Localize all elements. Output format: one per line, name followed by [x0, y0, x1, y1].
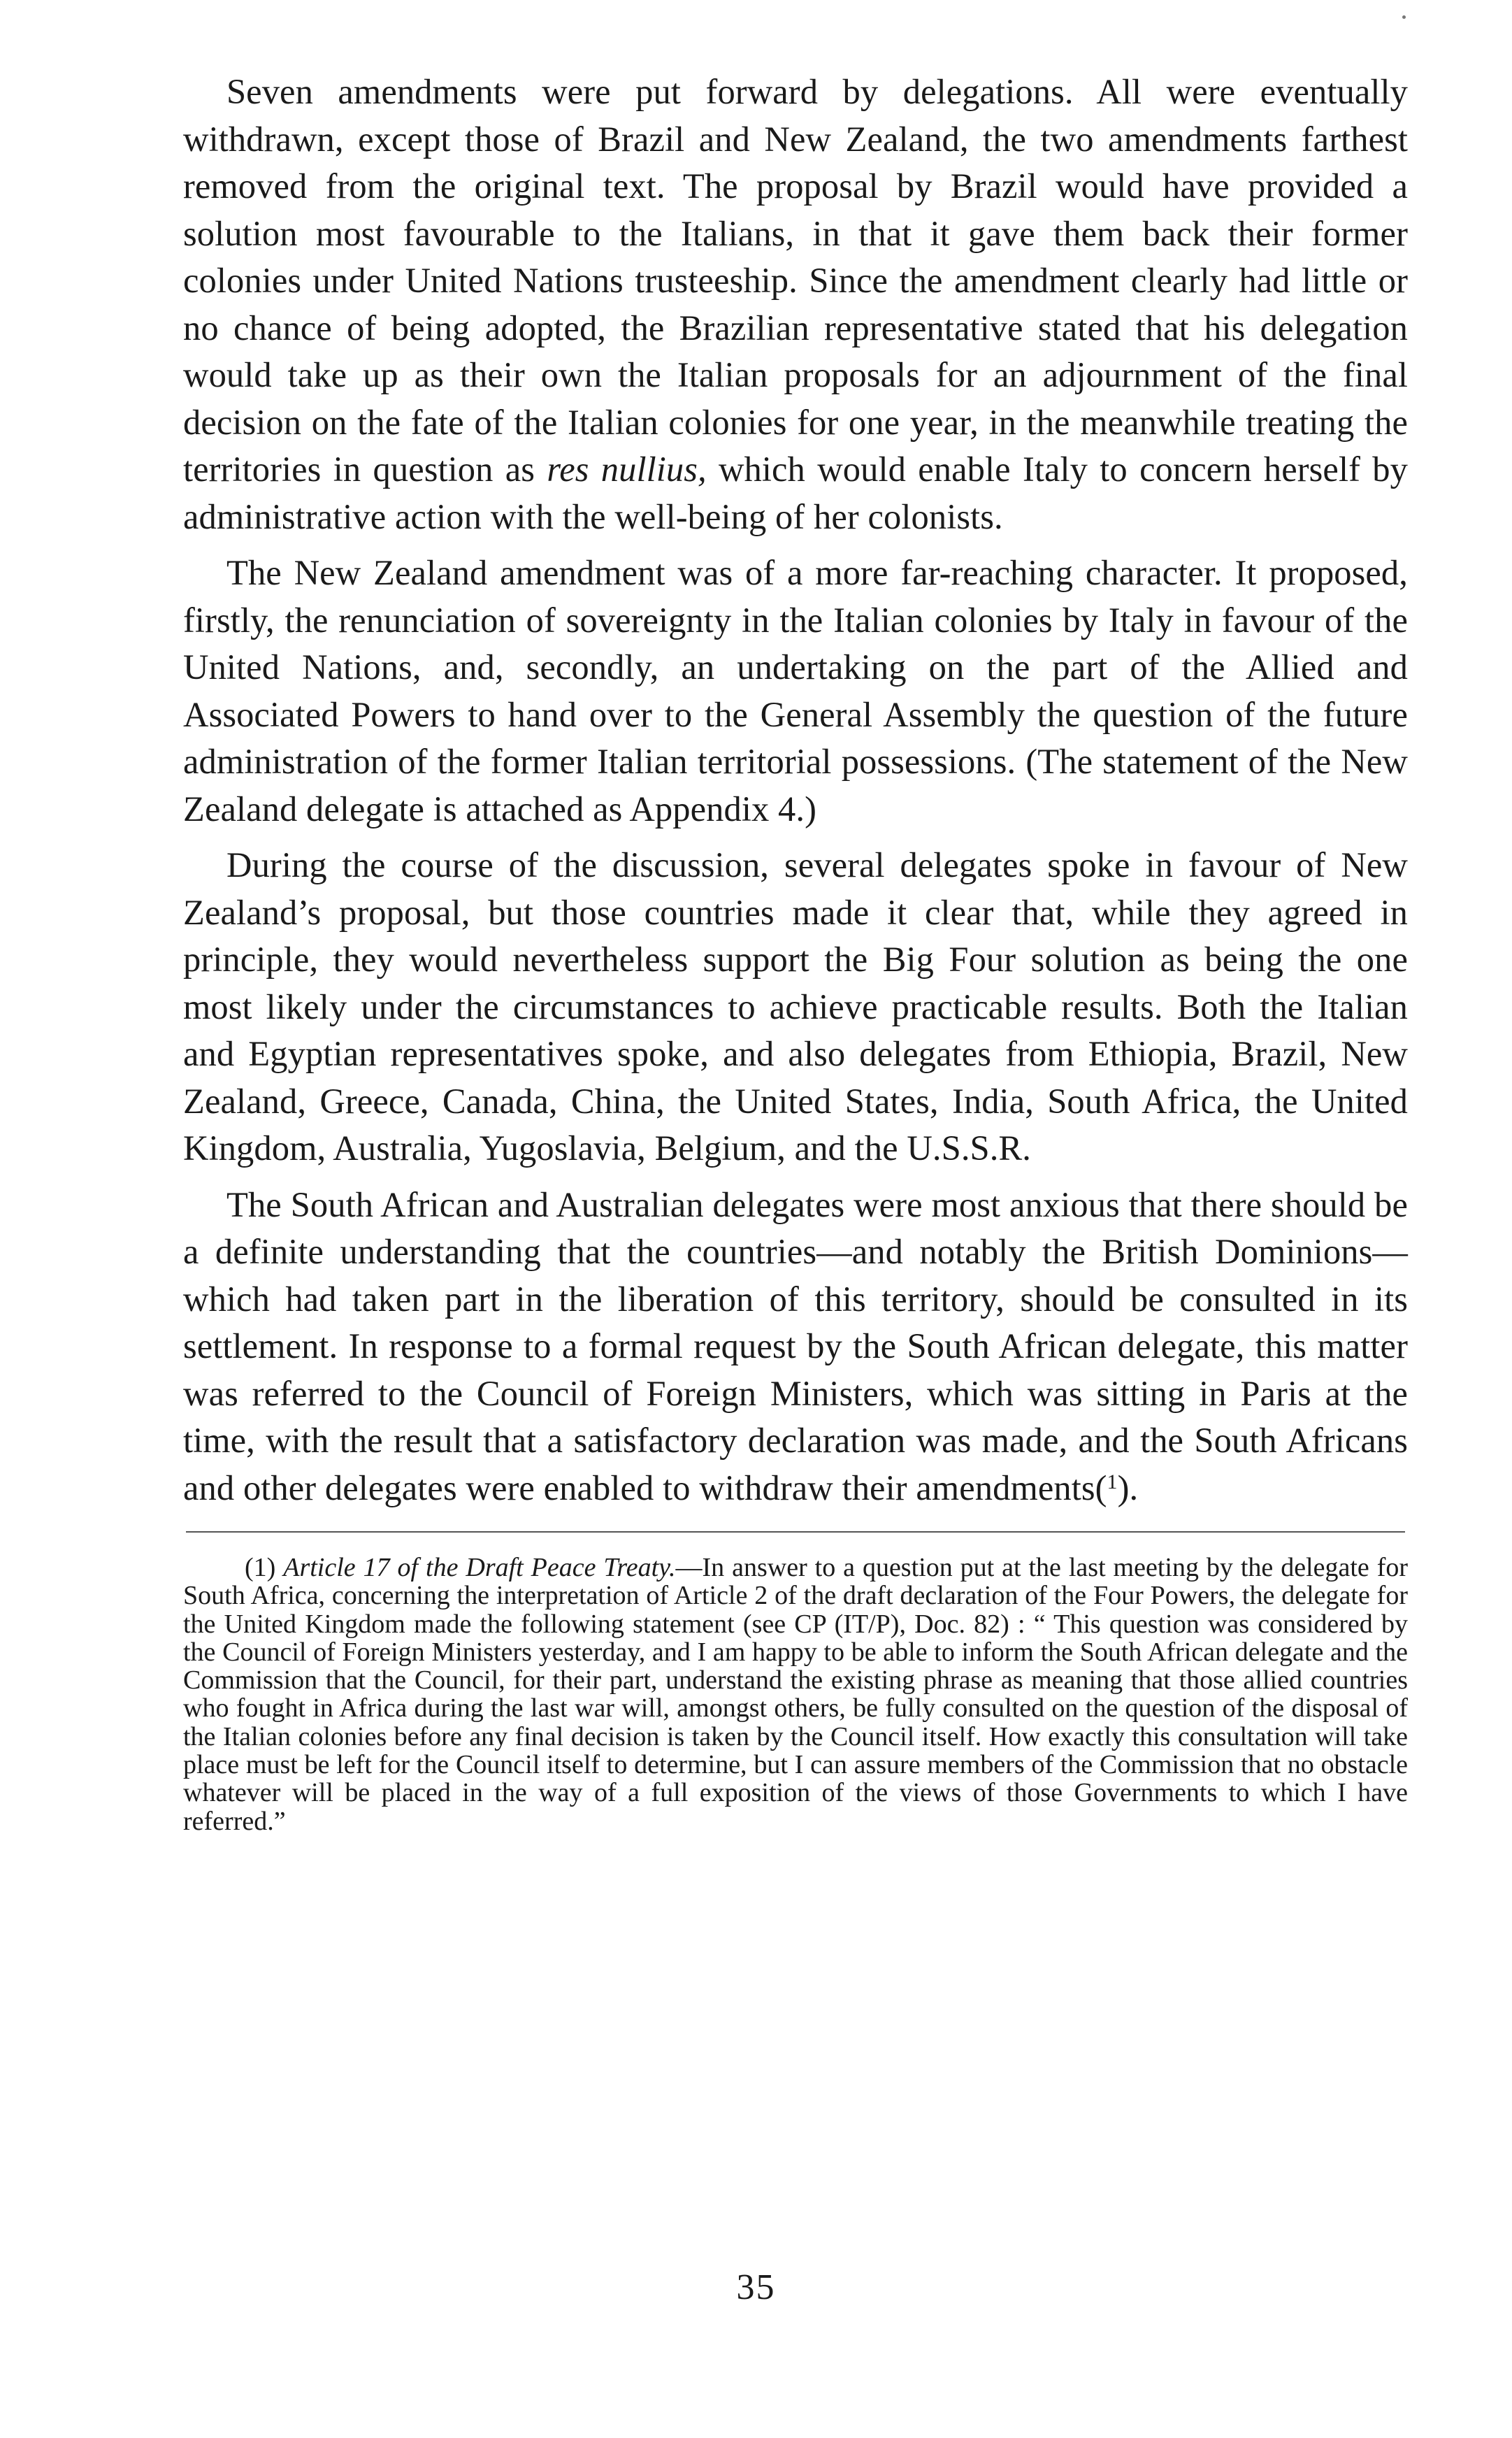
paragraph-text: During the course of the discussion, several delegates spoke in favour of New Zealand’s proposal, but those countries made it clear that, while they agreed in principle, they would nevertheless support the Big Four solution as being the one most likely under the circumstances to achieve practicable results. Both the Italian and Egyptian representatives spoke, and also delegates from Ethiopia, Brazil, New Zealand, Greece, Canada, China, the United States, India, South Africa, the United Kingdom, Australia, Yugoslavia, Belgium, and the U.S.S.R.: [183, 845, 1408, 1168]
footnote-text: —In answer to a question put at the last meeting by the delegate for South Africa, concerning the interpretation of Article 2 of the draft declaration of the Four Powers, the delegate for the United Kingdom made the following statement (see CP (IT/P), Doc. 82) : “ This question was considered by the Council of Foreign Ministers yesterday, and I am happy to be able to inform the South African delegate and the Commission that the Council, for their part, understand the existing phrase as meaning that those allied countries who fought in Africa during the last war will, amongst others, be fully consulted on the question of the disposal of the Italian colonies before any final decision is taken by the Council itself. How exactly this consultation will take place must be left for the Council itself to determine, but I can assure members of the Commission that no obstacle whatever will be placed in the way of a full exposition of the views of those Governments to which I have referred.”: [183, 1553, 1409, 1836]
footnote-divider: [186, 1531, 1405, 1533]
page-number: 35: [736, 2267, 776, 2307]
paragraph-text: Seven amendments were put forward by delegations. All were eventually withdrawn, except those of Brazil and New Zealand, the two amendments farthest removed from the original text. The proposal by Brazil would have provided a solution most favourable to the Italians, in that it gave them back their former colonies under United Nations trusteeship. Since the amendment clearly had little or no chance of being adopted, the Brazilian representative stated that his delegation would take up as their own the Italian proposals for an adjournment of the final decision on the fate of the Italian colonies for one year, in the meanwhile treating the territories in question as: [183, 72, 1408, 489]
footnote-reference: 1: [1107, 1470, 1118, 1493]
paragraph-south-african-delegates: [183, 1182, 1408, 1512]
scan-speck: [1402, 15, 1406, 19]
paragraph-text: The New Zealand amendment was of a more far-reaching character. It proposed, firstly, the renunciation of sovereignty in the Italian colonies by Italy in favour of the United Nations, and, secondly, an undertaking on the part of the Allied and Associated Powers to hand over to the General Assembly the question of the future administration of the former Italian territorial possessions. (The statement of the New Zealand delegate is attached as Appendix 4.): [183, 553, 1408, 829]
footnote: [183, 1554, 1408, 1835]
footnote-marker: (1): [245, 1553, 276, 1582]
paragraph-text-continued: which would enable Italy to concern herself by administrative action with the well-being of her colonists.: [183, 450, 1408, 536]
paragraph-discussion: [183, 842, 1408, 1173]
paragraph-new-zealand-amendment: [183, 550, 1408, 833]
page-body: [183, 69, 1408, 1835]
paragraph-brazil-amendment: [183, 69, 1408, 540]
italic-phrase: res nullius,: [547, 450, 707, 489]
paragraph-text: The South African and Australian delegates were most anxious that there should be a definite understanding that the countries—and notably the British Dominions—which had taken part in the liberation of this territory, should be consulted in its settlement. In response to a formal request by the South African delegate, this matter was referred to the Council of Foreign Ministers, which was sitting in Paris at the time, with the result that a satisfactory declaration was made, and the South Africans and other delegates were enabled to withdraw their amendments(: [183, 1184, 1408, 1507]
paragraph-text-continued: ).: [1117, 1468, 1139, 1507]
footnote-title: Article 17 of the Draft Peace Treaty.: [283, 1553, 676, 1582]
